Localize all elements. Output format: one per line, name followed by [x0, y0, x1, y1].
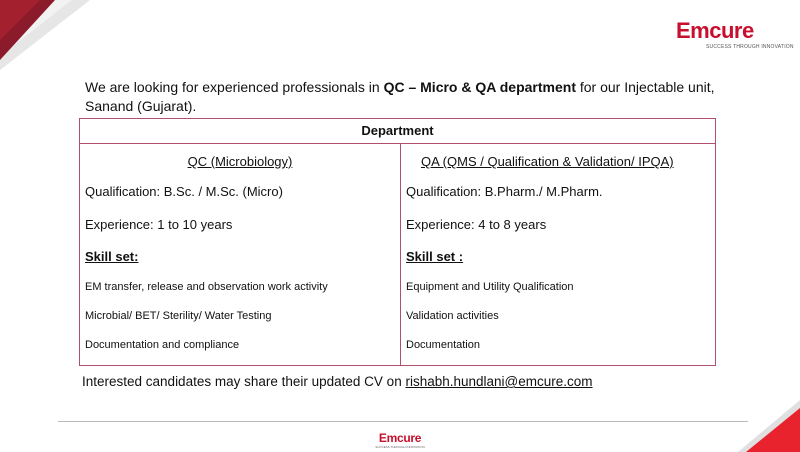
department-table [79, 118, 716, 366]
qa-experience: Experience: 4 to 8 years [406, 217, 547, 232]
qc-column-title: QC (Microbiology) [187, 154, 293, 169]
application-instructions [82, 374, 593, 389]
footer-logo-brand-name: Emcure [378, 431, 422, 445]
emcure-logo [676, 18, 794, 50]
qc-experience: Experience: 1 to 10 years [85, 217, 233, 232]
application-text: Interested candidates may share their updated CV on [82, 374, 406, 389]
contact-email-link[interactable]: rishabh.hundlani@emcure.com [405, 374, 593, 389]
qa-skill-item: Validation activities [406, 310, 499, 322]
top-left-corner-decoration [0, 0, 90, 70]
emcure-footer-logo [370, 432, 430, 449]
qc-microbiology-column [80, 144, 401, 366]
department-columns [80, 144, 715, 366]
logo-brand-name: Emcure [676, 18, 754, 43]
qc-skill-item: EM transfer, release and observation work activity [85, 281, 328, 293]
qc-skill-item: Documentation and compliance [85, 339, 240, 351]
qa-skill-item: Documentation [406, 339, 480, 351]
qc-qualification: Qualification: B.Sc. / M.Sc. (Micro) [85, 184, 283, 199]
qa-column [401, 144, 715, 366]
footer-logo-tagline: SUCCESS THROUGH INNOVATION [375, 445, 425, 449]
bottom-right-corner-decoration [738, 400, 800, 452]
qc-skill-item: Microbial/ BET/ Sterility/ Water Testing [85, 310, 272, 322]
qa-skill-item: Equipment and Utility Qualification [406, 281, 574, 293]
intro-text-start: We are looking for experienced professionals in [85, 79, 384, 95]
intro-department-highlight: QC – Micro & QA department [383, 79, 576, 95]
qc-skill-set-label: Skill set: [85, 249, 139, 264]
qa-column-title: QA (QMS / Qualification & Validation/ IPQA) [421, 154, 674, 169]
intro-text-end: for our Injectable unit, Sanand (Gujarat). [85, 79, 715, 114]
department-table-header: Department [80, 119, 715, 144]
footer-divider [58, 421, 748, 422]
intro-paragraph [85, 78, 735, 116]
logo-tagline: SUCCESS THROUGH INNOVATION [706, 44, 794, 50]
qa-qualification: Qualification: B.Pharm./ M.Pharm. [406, 184, 603, 199]
qa-skill-set-label: Skill set : [406, 249, 464, 264]
